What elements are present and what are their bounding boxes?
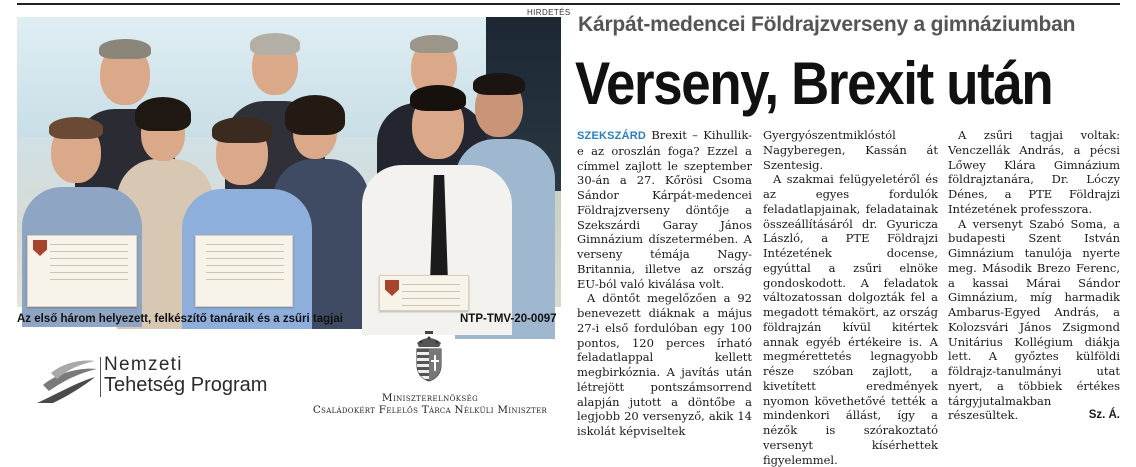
dateline: SZEKSZÁRD bbox=[577, 130, 647, 142]
certificate bbox=[195, 235, 293, 307]
article-paragraph: SZEKSZÁRD Brexit – Kihullik-e az oroszlán foga? Ezzel a címmel zajlott le szeptember 30-án a 27. Kőrösi Csoma Sándor Kárpát-medencei Földrajzverseny döntője a Szekszárdi Garay János Gimnázium díszetermében. A verseny témája Nagy-Britannia, illetve az ország EU-ból való kiválása volt. bbox=[577, 128, 753, 291]
photo-caption: Az első három helyezett, felkészítő tanáraik és a zsűri tagjai bbox=[17, 313, 343, 325]
article-paragraph: A döntőt megelőzően a 92 benevezett diáknak a május 27-i első fordulóban egy 100 pontos, 120 perces írható feladatlappal kellett megbirkóznia. A javítás után létrejött pontszámsorrend alapján jutott a döntőbe a legjobb 20 versenyző, akik 14 iskolát képviseltek bbox=[577, 291, 752, 438]
author-signature: Sz. Á. bbox=[1088, 409, 1120, 422]
ministry-subtitle: Családokért Felelős Tárca Nélküli Miniszter bbox=[312, 404, 548, 416]
ntp-divider bbox=[100, 357, 101, 397]
article-column-3 bbox=[948, 128, 1120, 423]
article-paragraph: A zsűri tagjai voltak: Venczellák András, a pécsi Lőwey Klára Gimnázium földrajztanára, Dr. Lóczy Dénes, a PTE Földrajzi Intézetének professzora. bbox=[948, 128, 1120, 216]
top-rule bbox=[17, 3, 1120, 5]
ad-label: HIRDETÉS bbox=[527, 8, 571, 17]
article-column-2 bbox=[763, 128, 938, 467]
article-photo bbox=[17, 17, 561, 307]
coat-of-arms-icon bbox=[413, 331, 445, 383]
article-paragraph: Gyergyószentmiklóstól Nagyberegen, Kassán át Szentesig. bbox=[763, 128, 938, 172]
certificate bbox=[379, 275, 469, 311]
article-headline: Verseny, Brexit után bbox=[575, 50, 1053, 117]
ntp-name-line1: Nemzeti bbox=[104, 354, 183, 375]
article-column-1 bbox=[577, 128, 752, 439]
ntp-logo-text bbox=[104, 355, 267, 395]
article-kicker: Kárpát-medencei Földrajzverseny a gimnáziumban bbox=[578, 13, 1076, 36]
article-paragraph: A versenyt Szabó Soma, a budapesti Szent István Gimnázium tanulója nyerte meg. Második Brezo Ferenc, a kassai Márai Sándor Gimnázium, míg harmadik Ambarus-Egyed András, a Kolozsvári János Zsigmond Unitárius Kollégium diákja lett. A győztes külföldi földrajz-tanulmányi utat nyert, a többiek értékes tárgyjutalmakban részesültek. Sz. Á. bbox=[948, 216, 1120, 423]
ministry-name: Miniszterelnökség bbox=[381, 392, 479, 404]
article-paragraph: A szakmai felügyeletéről és az egyes fordulók feladatlapjainak, feladatainak összeállításáról dr. Gyuricza László, a PTE Földrajzi Intézetének docense, egyúttal a zsűri elnöke gondoskodott. A feladatok változatossan dolgozták fel a megadott témakört, az ország földrajzán kívül kitértek annak egyéb értékeire is. A megmérettetés legnagyobb része szóban zajlott, a kivetített eredmények nyomon követhetővé tették a mindenkori állást, így a nézők is szórakoztató versenyt kísérhettek figyelemmel. bbox=[763, 172, 938, 467]
photo-reference-code: NTP-TMV-20-0097 bbox=[460, 313, 557, 325]
ntp-name-line2: Tehetség Program bbox=[104, 374, 268, 396]
certificate bbox=[27, 235, 137, 307]
